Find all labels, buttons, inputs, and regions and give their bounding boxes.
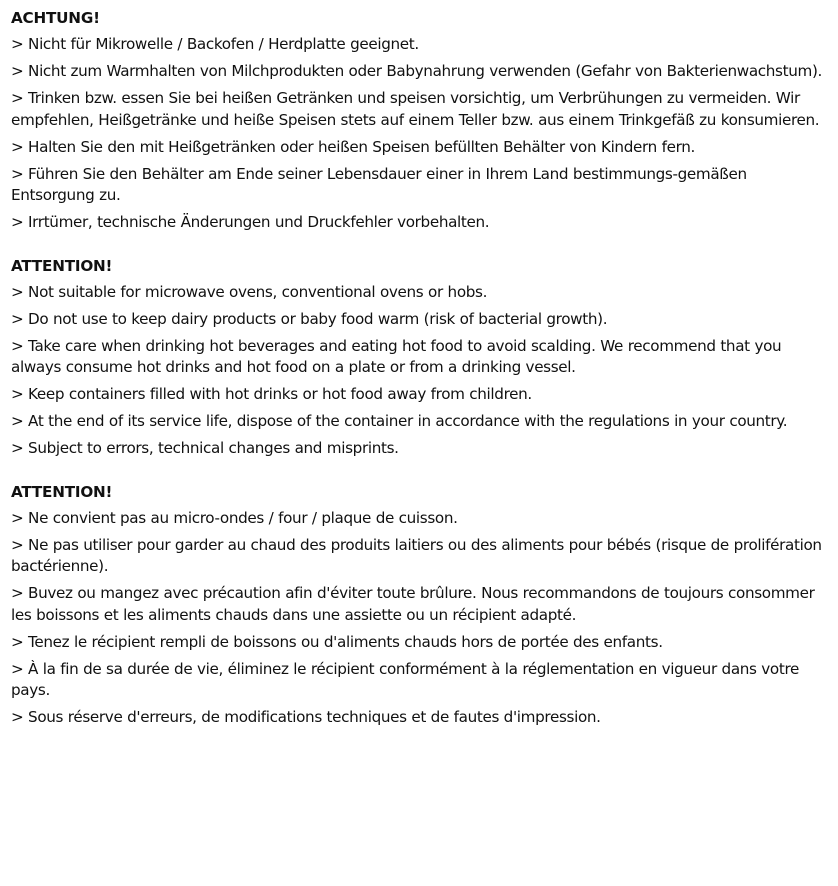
warning-item: > Tenez le récipient rempli de boissons ou d'aliments chauds hors de portée des enfants. <box>11 632 663 651</box>
warning-list-english <box>11 282 830 460</box>
warning-item: > Buvez ou mangez avec précaution afin d'éviter toute brûlure. Nous recommandons de toujours consommer les boissons et les aliments chauds dans une assiette ou un récipient adapté. <box>11 584 815 624</box>
warning-item: > Nicht für Mikrowelle / Backofen / Herdplatte geeignet. <box>11 35 419 53</box>
warning-list-german <box>11 34 830 234</box>
warning-item: > Führen Sie den Behälter am Ende seiner Lebensdauer einer in Ihrem Land bestimmungs-gemäßen Entsorgung zu. <box>11 164 747 204</box>
warning-item: > Not suitable for microwave ovens, conventional ovens or hobs. <box>11 282 488 301</box>
warning-item: > Nicht zum Warmhalten von Milchprodukten oder Babynahrung verwenden (Gefahr von Bakterienwachstum). <box>11 62 822 80</box>
warning-item: > Subject to errors, technical changes and misprints. <box>11 439 399 457</box>
warning-item: > Ne convient pas au micro-ondes / four / plaque de cuisson. <box>11 508 458 527</box>
warning-item: > À la fin de sa durée de vie, éliminez le récipient conformément à la réglementation en vigueur dans votre pays. <box>11 659 800 699</box>
warning-item: > Trinken bzw. essen Sie bei heißen Getränken und speisen vorsichtig, um Verbrühungen zu vermeiden. Wir empfehlen, Heißgetränke und heiße Speisen stets auf einem Teller bzw. aus einem Trinkgefäß zu konsumieren. <box>11 89 820 129</box>
warning-item: > Sous réserve d'erreurs, de modifications techniques et de fautes d'impression. <box>11 708 601 726</box>
warning-item: > Keep containers filled with hot drinks or hot food away from children. <box>11 385 532 403</box>
warning-item: > Do not use to keep dairy products or baby food warm (risk of bacterial growth). <box>11 309 608 328</box>
warning-item: > Halten Sie den mit Heißgetränken oder heißen Speisen befüllten Behälter von Kindern fern. <box>11 137 695 156</box>
warning-section-german <box>11 8 830 234</box>
warning-section-french <box>11 482 830 729</box>
warning-item: > Irrtümer, technische Änderungen und Druckfehler vorbehalten. <box>11 213 490 231</box>
section-heading-english: ATTENTION! <box>11 256 113 275</box>
section-heading-german: ACHTUNG! <box>11 9 100 27</box>
warning-item: > Take care when drinking hot beverages and eating hot food to avoid scalding. We recommend that you always consume hot drinks and hot food on a plate or from a drinking vessel. <box>11 336 782 376</box>
warning-section-english <box>11 256 830 460</box>
section-heading-french: ATTENTION! <box>11 482 113 501</box>
warning-list-french <box>11 508 830 729</box>
warning-item: > Ne pas utiliser pour garder au chaud des produits laitiers ou des aliments pour bébés (risque de prolifération bactérienne). <box>11 535 822 575</box>
warning-item: > At the end of its service life, dispose of the container in accordance with the regulations in your country. <box>11 412 788 430</box>
